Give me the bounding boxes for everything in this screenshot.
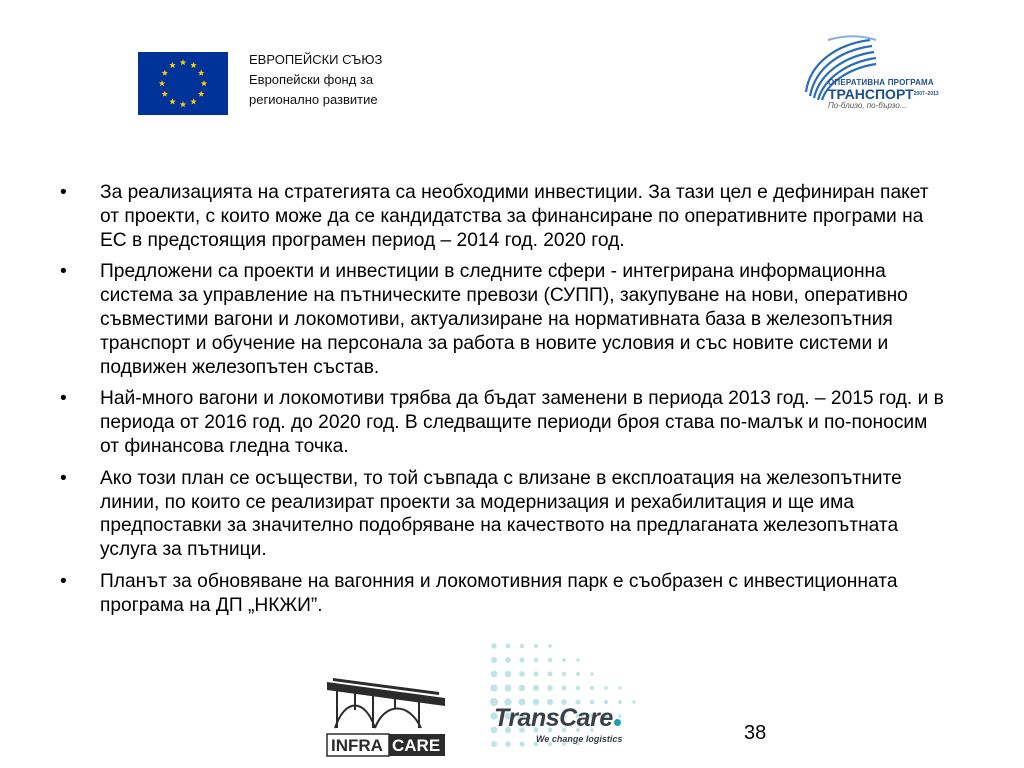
eu-fund-line: Европейски фонд за	[249, 72, 374, 87]
bullet-marker: •	[60, 182, 67, 203]
infra-label: INFRA	[331, 736, 383, 755]
bullet-marker: •	[60, 467, 67, 489]
transcare-name: TransCare	[494, 704, 613, 732]
op-slogan: По-близо, по-бързо...	[828, 101, 907, 110]
bullet-marker: •	[60, 388, 67, 410]
decorative-dot	[547, 685, 553, 691]
decorative-dot	[491, 671, 498, 678]
decorative-dot	[519, 685, 525, 691]
op-years: 2007–2013	[913, 91, 939, 97]
bullet-list	[60, 181, 950, 618]
decorative-dot	[505, 685, 512, 692]
decorative-dot	[491, 657, 497, 663]
list-item-text: Предложени са проекти и инвестиции в следните сфери - интегрирана информационна система за управление на пътническите превози (СУПП), закупуване на нови, оперативно съвместими вагони и локомотиви, актуализиране на нормативната база в железопътния транспорт и обучение на персонала за работа в новите условия и със новите системи и подвижен железопътен състав.	[100, 261, 908, 378]
decorative-dot	[520, 644, 525, 649]
op-program-label: ОПЕРАТИВНА ПРОГРАМА	[828, 78, 934, 87]
list-item	[60, 570, 950, 618]
care-label: CARE	[392, 736, 441, 755]
list-item	[60, 387, 950, 458]
decorative-dot	[519, 741, 524, 746]
list-item	[60, 181, 950, 252]
op-transport-word: ТРАНСПОРТ	[828, 86, 914, 102]
decorative-dot	[491, 643, 496, 648]
eu-flag-icon	[138, 52, 228, 115]
list-item-text: Ако този план се осъществи, то той съвпада с влизане в експлоатация на железопътните линии, по които се реализират проекти за модернизация и рехабилитация и ще има предпоставки за значително подобряване на качеството на предлаганата железопътната услуга за пътници.	[100, 467, 902, 561]
decorative-dot	[548, 644, 552, 648]
op-transport-label	[828, 87, 939, 101]
decorative-dot	[548, 658, 552, 662]
decorative-dot	[604, 686, 608, 690]
bullet-marker: •	[60, 261, 67, 283]
eu-fund-label	[249, 50, 382, 110]
decorative-dot	[562, 658, 566, 662]
decorative-dot	[505, 671, 511, 677]
op-transport-text	[828, 78, 939, 110]
decorative-dot	[561, 685, 566, 690]
decorative-dot	[576, 686, 581, 691]
transcare-dot-icon	[614, 719, 621, 726]
decorative-dot	[548, 672, 553, 677]
page-number: 38	[744, 722, 767, 744]
decorative-dot	[618, 686, 621, 689]
decorative-dot	[632, 700, 635, 703]
eu-title: ЕВРОПЕЙСКИ СЪЮЗ	[249, 52, 383, 67]
decorative-dot	[519, 657, 524, 662]
decorative-dot	[519, 671, 525, 677]
list-item	[60, 467, 950, 562]
infracare-logo-icon	[325, 668, 447, 760]
decorative-dot	[590, 686, 594, 690]
list-item-text: Планът за обновяване на вагонния и локомотивния парк е съобразен с инвестиционната програма на ДП „НКЖИ”.	[100, 570, 898, 616]
decorative-dot	[534, 658, 539, 663]
list-item	[60, 260, 950, 379]
list-item-text: За реализацията на стратегията са необходими инвестиции. За тази цел е дефиниран пакет от проекти, с които може да се кандидатства за финансиране по оперативните програми на ЕС в предстоящия програмен период – 2014 год. 2020 год.	[100, 182, 929, 251]
decorative-dot	[590, 672, 594, 676]
bullet-marker: •	[60, 570, 67, 592]
decorative-dot	[576, 658, 579, 661]
decorative-dot	[533, 685, 539, 691]
decorative-dot	[562, 672, 566, 676]
list-item-text: Най-много вагони и локомотиви трябва да бъдат заменени в периода 2013 год. – 2015 год. и в периода от 2016 год. до 2020 год. В следващите периоди броя става по-малък и по-поносим от финансова гледна точка.	[100, 388, 944, 457]
decorative-dot	[505, 657, 511, 663]
decorative-dot	[533, 671, 538, 676]
eu-fund-line: регионално развитие	[249, 92, 378, 107]
decorative-dot	[505, 741, 511, 747]
decorative-dot	[491, 741, 497, 747]
decorative-dot	[576, 672, 580, 676]
main-content	[60, 181, 950, 626]
decorative-dot	[534, 644, 538, 648]
transcare-logo	[494, 704, 623, 744]
transcare-tagline: We change logistics	[536, 734, 623, 744]
decorative-dot	[506, 644, 511, 649]
decorative-dot	[490, 684, 497, 691]
